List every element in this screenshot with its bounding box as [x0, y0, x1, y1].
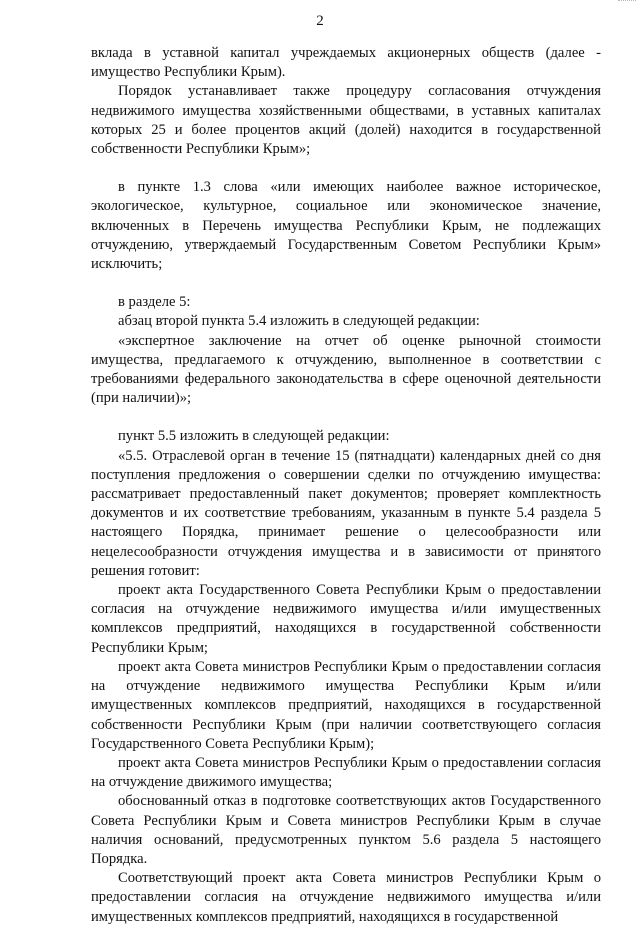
paragraph-7: пункт 5.5 изложить в следующей редакции:	[118, 428, 390, 445]
paragraph-5: абзац второй пункта 5.4 изложить в следующей редакции:	[118, 313, 480, 330]
document-body	[91, 44, 601, 927]
scan-mark	[618, 0, 636, 7]
paragraph-11: проект акта Совета министров Республики Крым о предоставлении согласия на отчуждение движимого имущества;	[91, 754, 601, 791]
paragraph-10: проект акта Совета министров Республики Крым о предоставлении согласия на отчуждение недвижимого имущества Республики Крым и/или имущественных комплексов предприятий, находящихся в государственной собственности Республики Крым (при наличии соответствующего согласия Государственного Совета Республики Крым);	[91, 658, 601, 752]
paragraph-3: в пункте 1.3 слова «или имеющих наиболее важное историческое, экологическое, культурное, социальное или экономическое значение, включенных в Перечень имущества Республики Крым, не подлежащих отчуждению, утверждаемый Государственным Советом Республики Крым» исключить;	[91, 179, 601, 273]
paragraph-6: «экспертное заключение на отчет об оценке рыночной стоимости имущества, предлагаемого к отчуждению, выполненное в соответствии с требованиями федерального законодательства в сфере оценочной деятельности (при наличии)»;	[91, 332, 601, 407]
paragraph-4: в разделе 5:	[118, 294, 191, 311]
paragraph-2: Порядок устанавливает также процедуру согласования отчуждения недвижимого имущества хозяйственными обществами, в уставных капиталах которых 25 и более процентов акций (долей) находится в государственной собственности Республики Крым»;	[91, 83, 601, 158]
paragraph-12: обоснованный отказ в подготовке соответствующих актов Государственного Совета Республики Крым и Совета министров Республики Крым в случае наличия оснований, предусмотренных пунктом 5.6 раздела 5 настоящего Порядка.	[91, 793, 601, 867]
paragraph-8: «5.5. Отраслевой орган в течение 15 (пятнадцати) календарных дней со дня поступления предложения о совершении сделки по отчуждению имущества: рассматривает предоставленный пакет документов; проверяет комплектность документов и их соответствие требованиям, указанным в пункте 5.4 раздела 5 настоящего Порядка, принимает решение о целесообразности или нецелесообразности отчуждения имущества и в зависимости от принятого решения готовит:	[91, 447, 601, 579]
paragraph-13: Соответствующий проект акта Совета министров Республики Крым о предоставлении согласия на отчуждение недвижимого имущества и/или имущественных комплексов предприятий, находящихся в государственной	[91, 870, 601, 925]
paragraph-1: вклада в уставной капитал учреждаемых акционерных обществ (далее - имущество Республики Крым).	[91, 45, 601, 81]
page-number: 2	[316, 13, 324, 29]
paragraph-9: проект акта Государственного Совета Республики Крым о предоставлении согласия на отчуждение недвижимого имущества и/или имущественных комплексов предприятий, находящихся в государственной собственности Республики Крым;	[91, 582, 601, 656]
